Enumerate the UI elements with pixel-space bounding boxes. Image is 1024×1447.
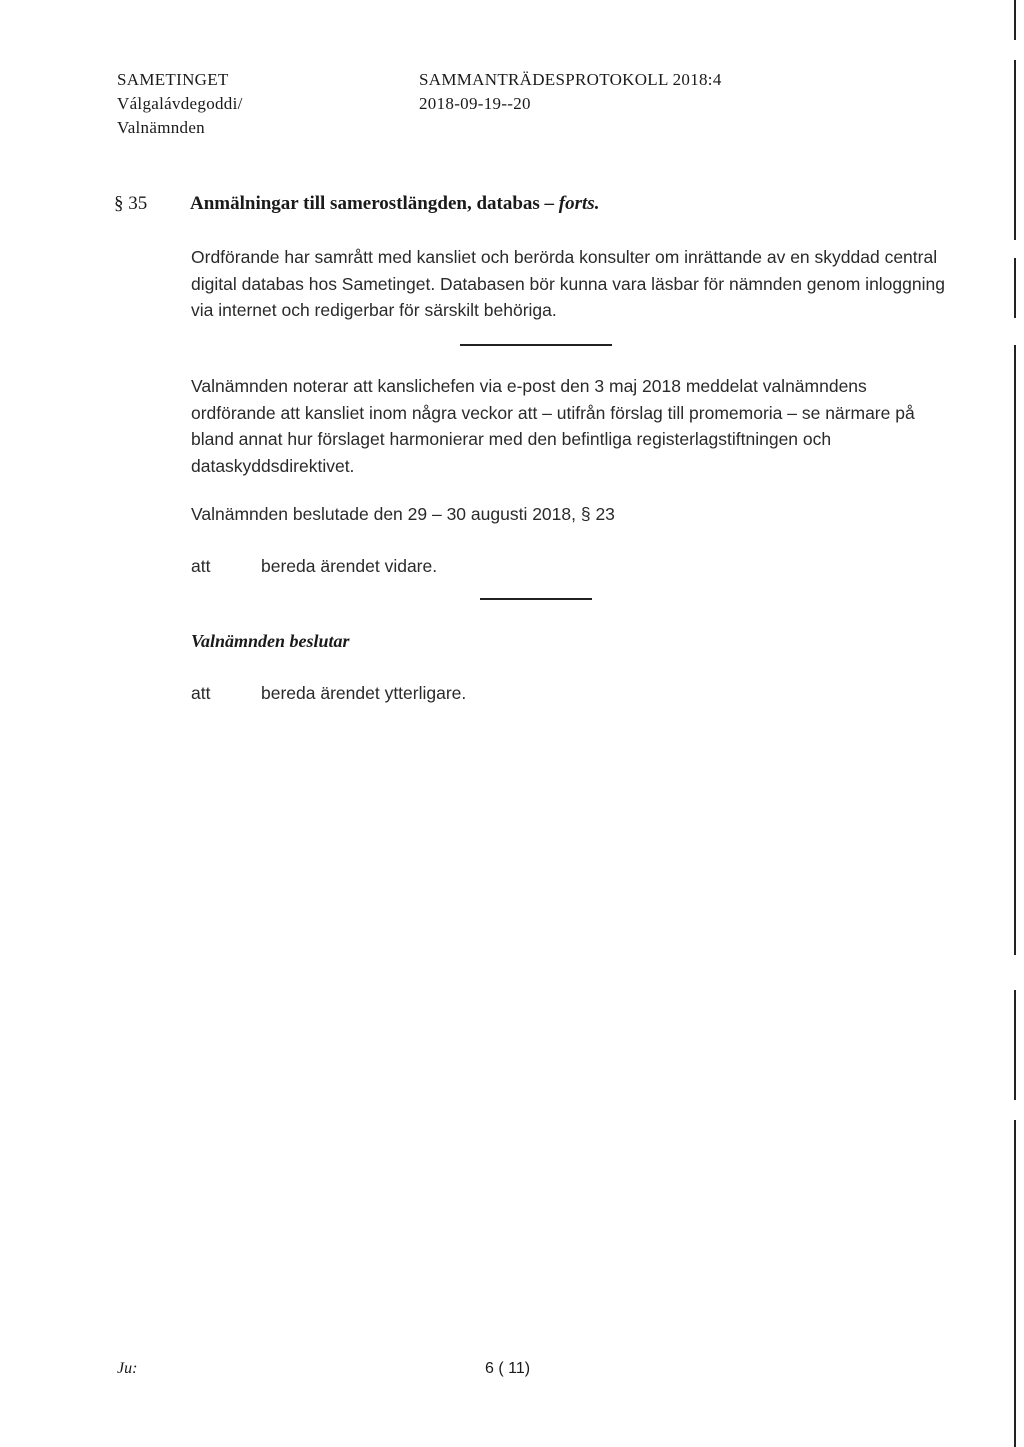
section-number: § 35 — [114, 193, 148, 214]
header-right — [419, 68, 722, 116]
department-line-2: Valnämnden — [117, 118, 205, 137]
scan-edge-mark — [1014, 1120, 1016, 1447]
section-title-suffix: forts. — [558, 193, 600, 214]
paragraph-1: Ordförande har samrått med kansliet och berörda konsulter om inrättande av en skyddad central digital databas hos Sametinget. Databasen bör kunna vara läsbar för nämnden genom inloggning via internet och redigerbar för särskilt behöriga. — [191, 247, 945, 320]
scan-edge-mark — [1014, 345, 1016, 955]
scan-edge-mark — [1014, 258, 1016, 318]
decision-2-att: att — [191, 683, 211, 703]
separator-line — [460, 344, 612, 346]
header-left — [117, 68, 243, 140]
page-number: 6 ( 11) — [485, 1360, 531, 1377]
scan-edge-mark — [1014, 0, 1016, 40]
department-line-1: Válgalávdegoddi/ — [117, 94, 243, 113]
decision-heading: Valnämnden beslutar — [191, 631, 350, 651]
section-heading — [114, 193, 599, 215]
paragraph-3: Valnämnden beslutade den 29 – 30 augusti 2018, § 23 — [191, 504, 615, 524]
decision-2-text: bereda ärendet ytterligare. — [261, 683, 467, 703]
decision-1-text: bereda ärendet vidare. — [261, 556, 438, 576]
separator-line — [480, 598, 592, 600]
decision-1-att: att — [191, 556, 211, 576]
document-dates: 2018-09-19--20 — [419, 94, 531, 113]
decision-1 — [191, 553, 437, 579]
document-title: SAMMANTRÄDESPROTOKOLL 2018:4 — [419, 70, 722, 89]
org-name: SAMETINGET — [117, 70, 229, 89]
footer-initials: Ju: — [117, 1360, 138, 1377]
scan-edge-mark — [1014, 990, 1016, 1100]
paragraph-2: Valnämnden noterar att kanslichefen via e-post den 3 maj 2018 meddelat valnämndens ordförande att kansliet inom några veckor att – utifrån förslag till promemoria – se närmare på bland annat hur förslaget harmonierar med den befintliga registerlagstiftningen och dataskyddsdirektivet. — [191, 376, 915, 476]
decision-2 — [191, 680, 466, 706]
scan-edge-mark — [1014, 60, 1016, 240]
section-title: Anmälningar till samerostlängden, databas – — [190, 193, 559, 214]
